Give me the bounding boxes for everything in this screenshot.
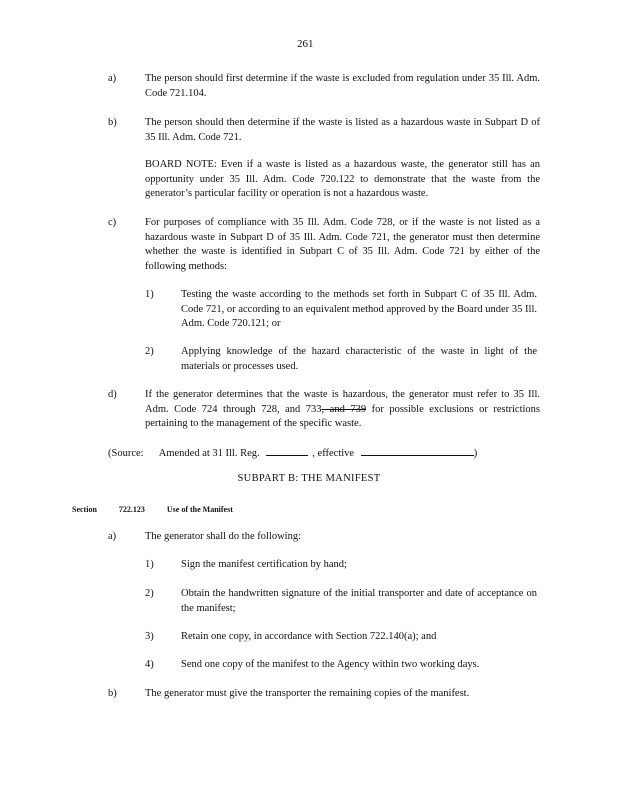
subparagraph-label: 1) [145, 559, 154, 570]
paragraph-label: a) [108, 531, 117, 542]
subparagraph-label: 2) [145, 346, 154, 357]
paragraph-text: The generator shall do the following: [145, 531, 301, 542]
paragraph-label: a) [108, 73, 117, 84]
paragraph-label: c) [108, 217, 117, 228]
subparagraph-text: Applying knowledge of the hazard characteristic of the waste in light of the materials or processes used. [181, 346, 537, 372]
source-amended: Amended at 31 Ill. Reg. [158, 448, 260, 459]
paragraph-label: b) [108, 688, 117, 699]
source-open: (Source: [108, 448, 144, 459]
page-number: 261 [297, 38, 314, 50]
paragraph-text: The person should then determine if the waste is listed as a hazardous waste in Subpart D of 35 Ill. Adm. Code 721. [145, 117, 540, 143]
subparagraph-a4 [145, 658, 548, 673]
section-number: 722.123 [118, 505, 145, 514]
effective-date-blank [361, 445, 474, 456]
subparagraph-text: Retain one copy, in accordance with Section 722.140(a); and [181, 631, 437, 642]
section-label: Section [72, 505, 97, 514]
paragraph-text: The person should first determine if the waste is excluded from regulation under 35 Ill. Adm. Code 721.104. [145, 73, 540, 99]
subparagraph-label: 4) [145, 659, 154, 670]
subpart-heading: SUBPART B: THE MANIFEST [237, 473, 381, 484]
subparagraph-text: Send one copy of the manifest to the Agency within two working days. [181, 659, 480, 670]
subparagraph-c1 [145, 288, 548, 332]
subparagraph-a1 [145, 558, 548, 573]
paragraph-c [108, 216, 548, 274]
subparagraph-text: Testing the waste according to the methods set forth in Subpart C of 35 Ill. Adm. Code 721, or according to an equivalent method approved by the Board under 35 Ill. Adm. Code 720.121; or [181, 289, 537, 329]
subparagraph-text: Sign the manifest certification by hand; [181, 559, 347, 570]
section-heading [72, 503, 253, 518]
paragraph-text: For purposes of compliance with 35 Ill. Adm. Code 728, or if the waste is not listed as a hazardous waste in Subpart D of 35 Ill. Adm. Code 721, the generator must then determine whether the waste is identified in Subpart C of 35 Ill. Adm. Code 721 by either of the following methods: [145, 217, 540, 272]
paragraph-b [108, 116, 548, 145]
struck-text: , and 739 [321, 403, 367, 415]
paragraph-a [108, 72, 548, 101]
section-paragraph-b [108, 687, 548, 702]
subparagraph-label: 1) [145, 289, 154, 300]
subparagraph-label: 3) [145, 631, 154, 642]
subparagraph-a2 [145, 587, 548, 616]
section-paragraph-a [108, 530, 548, 545]
source-effective: , effective [312, 448, 355, 459]
subparagraph-label: 2) [145, 588, 154, 599]
subparagraph-text: Obtain the handwritten signature of the initial transporter and date of acceptance on the manifest; [181, 588, 537, 614]
paragraph-text: The generator must give the transporter the remaining copies of the manifest. [145, 688, 470, 699]
paragraph-text-after: for possible exclusions or restrictions pertaining to the management of the specific waste. [145, 403, 540, 429]
register-blank [266, 445, 308, 456]
paragraph-text [145, 388, 540, 432]
paragraph-label: b) [108, 117, 117, 128]
source-note [108, 445, 548, 462]
subparagraph-c2 [145, 345, 548, 374]
section-title: Use of the Manifest [166, 505, 233, 514]
subparagraph-a3 [145, 630, 548, 645]
source-close: ) [473, 448, 478, 459]
paragraph-d [108, 388, 548, 432]
paragraph-label: d) [108, 389, 117, 400]
board-note: BOARD NOTE: Even if a waste is listed as a hazardous waste, the generator still has an opportunity under 35 Ill. Adm. Code 720.122 to demonstrate that the waste from the generator’s particular facility or operation is not a hazardous waste. [145, 159, 540, 199]
paragraph-text-before: If the generator determines that the waste is hazardous, the generator must refer to 35 Ill. Adm. Code 724 through 728, and 733 [145, 389, 540, 415]
